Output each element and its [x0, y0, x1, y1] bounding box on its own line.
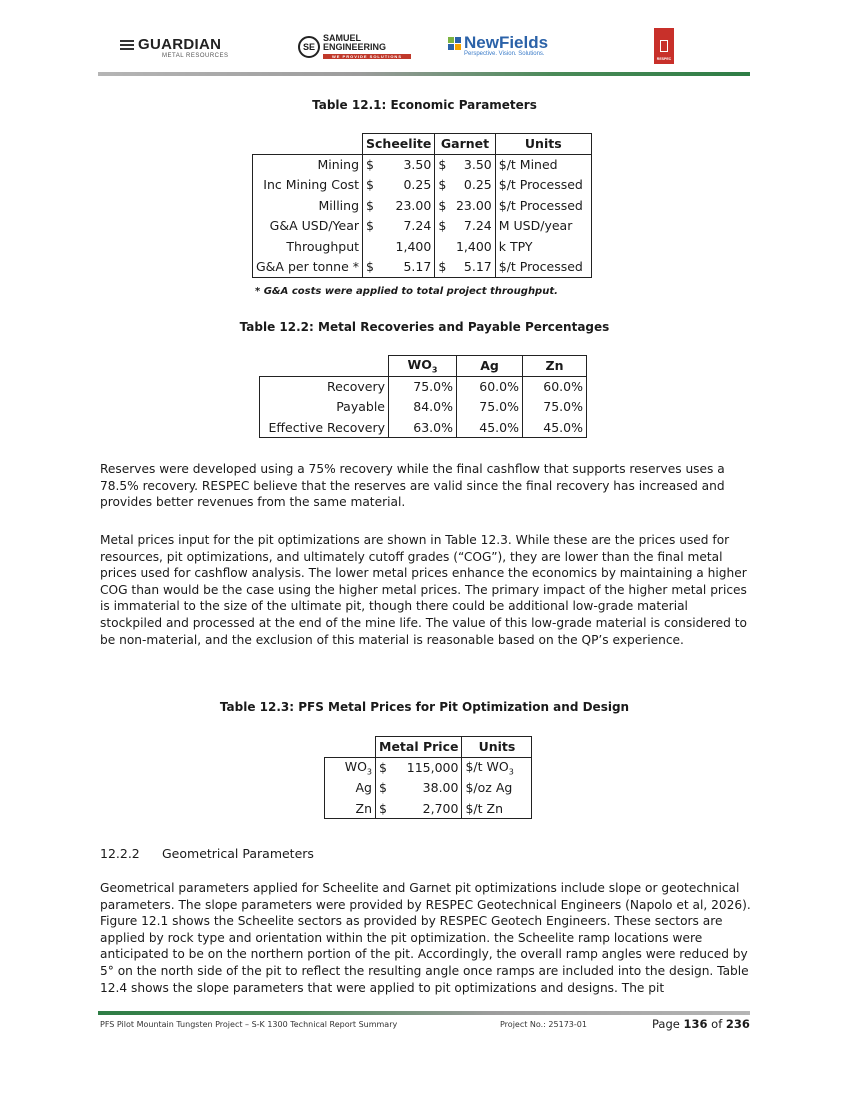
footer-project: PFS Pilot Mountain Tungsten Project – S-K 1300 Technical Report Summary [100, 1020, 398, 1029]
economic-parameters-table [252, 133, 592, 278]
col-units: Units [462, 737, 532, 758]
newfields-squares-icon [448, 37, 461, 50]
se-circle-icon: SE [298, 36, 320, 58]
samuel-engineering-logo [298, 34, 411, 59]
table-header-row [260, 356, 587, 377]
table-row: Recovery 75.0% 60.0% 60.0% [260, 376, 587, 397]
col-garnet: Garnet [435, 134, 495, 155]
col-zn: Zn [523, 356, 587, 377]
table-12-3-caption: Table 12.3: PFS Metal Prices for Pit Optimization and Design [219, 700, 630, 714]
table-row: Throughput 1,400 1,400 k TPY [253, 236, 592, 257]
table-row: Inc Mining Cost $ 0.25 $ 0.25 $/t Processed [253, 175, 592, 196]
table-12-2-caption: Table 12.2: Metal Recoveries and Payable Percentages [239, 320, 610, 334]
page-header [98, 28, 750, 76]
footer-rule [98, 1011, 750, 1015]
col-scheelite: Scheelite [363, 134, 435, 155]
newfields-sub: Perspective. Vision. Solutions. [464, 51, 545, 57]
guardian-logo [120, 36, 229, 59]
respec-mark-icon [660, 40, 668, 52]
section-number: 12.2.2 [100, 846, 140, 861]
table-row: Zn $ 2,700 $/t Zn [325, 798, 532, 819]
paragraph-geometrical: Geometrical parameters applied for Scheelite and Garnet pit optimizations include slope or geotechnical parameters. The slope parameters were provided by RESPEC Geotechnical Engineers (Napolo et al, 2026). Figure 12.1 shows the Scheelite sectors as provided by RESPEC Geotech Engineers. These sectors are applied by rock type and orientation within the pit optimization. the Scheelite ramp locations were anticipated to be on the northern portion of the pit. Accordingly, the overall ramp angles were reduced by 5° on the north side of the pit to reflect the resulting angle once ramps are included into the design. Table 12.4 shows the slope parameters that were applied to pit optimizations and designs. The pit [100, 881, 751, 995]
col-ag: Ag [457, 356, 523, 377]
col-metal-price: Metal Price [376, 737, 462, 758]
samuel-line2: ENGINEERING [323, 42, 387, 52]
footer-project-no: Project No.: 25173-01 [500, 1020, 587, 1029]
metal-prices-table [324, 736, 532, 819]
metal-recoveries-table [259, 355, 587, 438]
table-row: Payable 84.0% 75.0% 75.0% [260, 397, 587, 418]
samuel-line1: SAMUEL [323, 33, 361, 43]
paragraph-recovery: Reserves were developed using a 75% recovery while the final cashflow that supports reserves uses a 78.5% recovery. RESPEC believe that the reserves are valid since the final recovery has increased and provides better revenues from the same material. [100, 462, 725, 510]
footer-page-number: Page 136 of 236 [652, 1017, 750, 1031]
section-heading [100, 846, 314, 861]
table-row: G&A per tonne * $ 5.17 $ 5.17 $/t Processed [253, 257, 592, 278]
table-row: Milling $ 23.00 $ 23.00 $/t Processed [253, 195, 592, 216]
paragraph-metal-prices: Metal prices input for the pit optimizations are shown in Table 12.3. While these are the prices used for resources, pit optimizations, and ultimately cutoff grades (“COG”), they are lower than the final metal prices used for cashflow analysis. The lower metal prices enhance the economics by maintaining a higher COG than would be the case using the higher metal prices. The primary impact of the higher metal prices is immaterial to the size of the ultimate pit, though there could be additional low-grade material stockpiled and processed at the end of the mine life. The value of this low-grade material is considered to be non-material, and the exclusion of this material is reasonable based on the QP’s experience. [100, 533, 747, 647]
table-row: Mining $ 3.50 $ 3.50 $/t Mined [253, 154, 592, 175]
table-header-row [253, 134, 592, 155]
newfields-logo [448, 34, 548, 57]
table-row: Ag $ 38.00 $/oz Ag [325, 778, 532, 799]
table-header-row [325, 737, 532, 758]
table-row: Effective Recovery 63.0% 45.0% 45.0% [260, 417, 587, 438]
guardian-lines-icon [120, 38, 134, 52]
guardian-sub: METAL RESOURCES [162, 53, 229, 59]
table-row: $WO_3$ $ 115,000 $/t $WO_3$ [325, 757, 532, 778]
table-12-1-note: * G&A costs were applied to total project throughput. [255, 286, 558, 297]
header-rule [98, 72, 750, 76]
samuel-tagline: WE PROVIDE SOLUTIONS [323, 54, 411, 59]
guardian-name: GUARDIAN [138, 36, 222, 53]
table-row: G&A USD/Year $ 7.24 $ 7.24 M USD/year [253, 216, 592, 237]
col-wo3: $WO_3$ [389, 356, 457, 377]
respec-logo [654, 28, 674, 64]
respec-name: RESPEC [656, 57, 672, 61]
col-units: Units [495, 134, 591, 155]
table-12-1-caption: Table 12.1: Economic Parameters [312, 98, 537, 112]
newfields-name: NewFields [464, 33, 549, 52]
section-title: Geometrical Parameters [162, 846, 314, 861]
